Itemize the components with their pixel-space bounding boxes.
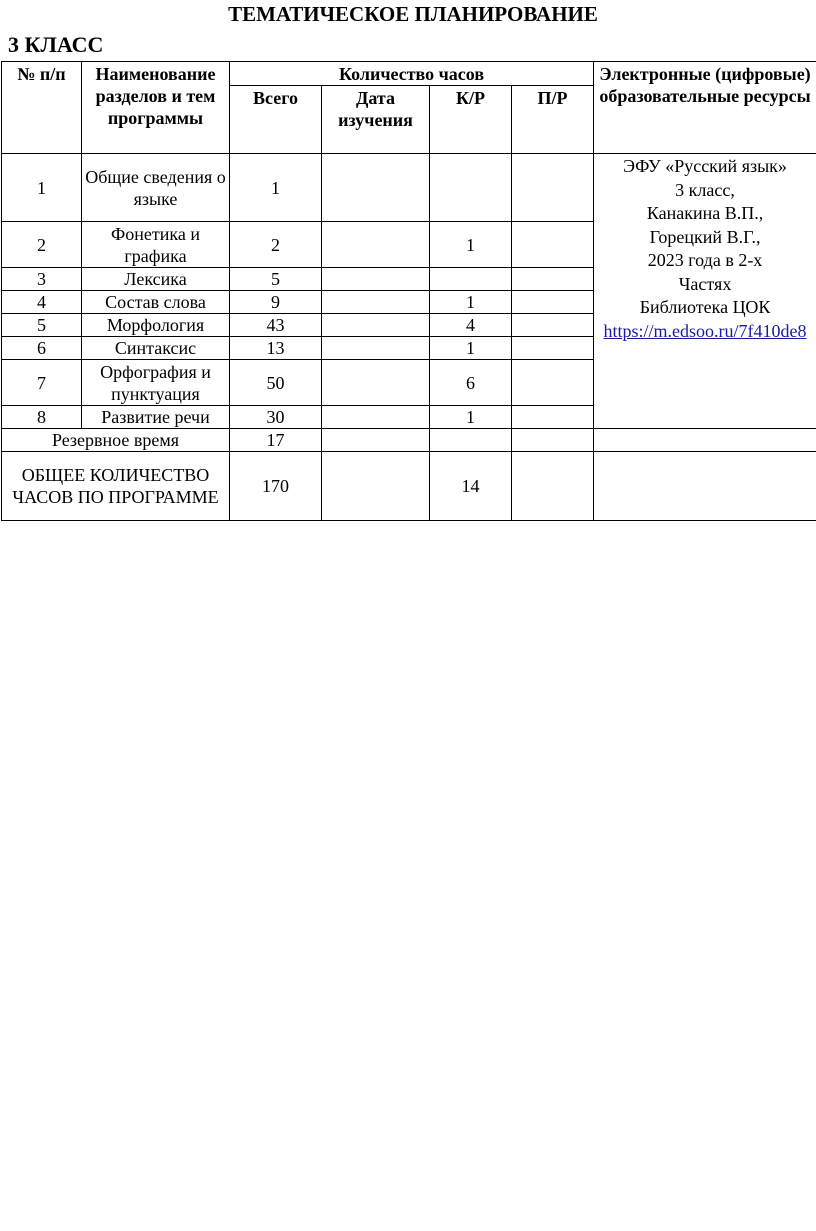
header-hours: Количество часов bbox=[230, 62, 594, 86]
row-kr: 1 bbox=[430, 222, 512, 268]
summary-resources bbox=[594, 452, 816, 521]
row-total: 2 bbox=[230, 222, 322, 268]
row-total: 5 bbox=[230, 268, 322, 291]
resources-cell bbox=[594, 154, 816, 429]
grade-heading: 3 КЛАСС bbox=[8, 32, 104, 57]
row-date bbox=[322, 314, 430, 337]
row-name: Орфография и пунктуация bbox=[82, 360, 230, 406]
row-date bbox=[322, 222, 430, 268]
row-kr bbox=[430, 268, 512, 291]
row-num: 1 bbox=[2, 154, 82, 222]
reserve-row bbox=[2, 429, 816, 452]
row-num: 3 bbox=[2, 268, 82, 291]
reserve-resources bbox=[594, 429, 816, 452]
table-row bbox=[2, 154, 816, 222]
row-date bbox=[322, 291, 430, 314]
row-date bbox=[322, 268, 430, 291]
row-name: Синтаксис bbox=[82, 337, 230, 360]
summary-row bbox=[2, 452, 816, 521]
row-name: Общие сведения о языке bbox=[82, 154, 230, 222]
header-kr: К/Р bbox=[430, 86, 512, 154]
row-num: 5 bbox=[2, 314, 82, 337]
row-total: 13 bbox=[230, 337, 322, 360]
resource-line: Библиотека ЦОК bbox=[639, 297, 771, 317]
row-total: 43 bbox=[230, 314, 322, 337]
row-total: 50 bbox=[230, 360, 322, 406]
header-date: Дата изучения bbox=[322, 86, 430, 154]
reserve-kr bbox=[430, 429, 512, 452]
resource-line: Канакина В.П., bbox=[646, 203, 764, 223]
summary-total: 170 bbox=[230, 452, 322, 521]
row-pr bbox=[512, 268, 594, 291]
reserve-label: Резервное время bbox=[2, 429, 230, 452]
page-title: ТЕМАТИЧЕСКОЕ ПЛАНИРОВАНИЕ bbox=[228, 2, 598, 26]
plan-table bbox=[1, 61, 816, 521]
summary-kr: 14 bbox=[430, 452, 512, 521]
row-name: Лексика bbox=[82, 268, 230, 291]
row-kr: 1 bbox=[430, 337, 512, 360]
header-num: № п/п bbox=[2, 62, 82, 154]
row-num: 8 bbox=[2, 406, 82, 429]
row-kr: 6 bbox=[430, 360, 512, 406]
row-name: Состав слова bbox=[82, 291, 230, 314]
row-num: 2 bbox=[2, 222, 82, 268]
row-pr bbox=[512, 337, 594, 360]
row-name: Фонетика и графика bbox=[82, 222, 230, 268]
resource-line: 3 класс, bbox=[675, 179, 735, 200]
row-num: 7 bbox=[2, 360, 82, 406]
row-total: 9 bbox=[230, 291, 322, 314]
resource-link[interactable]: https://m.edsoo.ru/7f410de8 bbox=[603, 320, 807, 341]
row-pr bbox=[512, 154, 594, 222]
row-date bbox=[322, 406, 430, 429]
row-date bbox=[322, 360, 430, 406]
row-pr bbox=[512, 360, 594, 406]
reserve-total: 17 bbox=[230, 429, 322, 452]
row-kr: 1 bbox=[430, 406, 512, 429]
reserve-pr bbox=[512, 429, 594, 452]
header-pr: П/Р bbox=[512, 86, 594, 154]
summary-date bbox=[322, 452, 430, 521]
row-kr: 1 bbox=[430, 291, 512, 314]
row-pr bbox=[512, 406, 594, 429]
resource-line: ЭФУ «Русский язык» bbox=[623, 156, 787, 176]
summary-label: ОБЩЕЕ КОЛИЧЕСТВО ЧАСОВ ПО ПРОГРАММЕ bbox=[2, 452, 230, 521]
row-kr bbox=[430, 154, 512, 222]
resource-line: Частях bbox=[678, 273, 732, 294]
row-name: Развитие речи bbox=[82, 406, 230, 429]
row-kr: 4 bbox=[430, 314, 512, 337]
row-pr bbox=[512, 314, 594, 337]
row-total: 30 bbox=[230, 406, 322, 429]
header-name: Наименование разделов и тем программы bbox=[82, 62, 230, 154]
row-num: 6 bbox=[2, 337, 82, 360]
summary-pr bbox=[512, 452, 594, 521]
header-total: Всего bbox=[230, 86, 322, 154]
row-pr bbox=[512, 222, 594, 268]
header-resources: Электронные (цифровые) образовательные ресурсы bbox=[594, 62, 816, 154]
reserve-date bbox=[322, 429, 430, 452]
row-date bbox=[322, 154, 430, 222]
row-total: 1 bbox=[230, 154, 322, 222]
resource-line: 2023 года в 2-х bbox=[647, 250, 763, 270]
row-pr bbox=[512, 291, 594, 314]
row-date bbox=[322, 337, 430, 360]
row-num: 4 bbox=[2, 291, 82, 314]
resource-line: Горецкий В.Г., bbox=[649, 226, 761, 247]
row-name: Морфология bbox=[82, 314, 230, 337]
